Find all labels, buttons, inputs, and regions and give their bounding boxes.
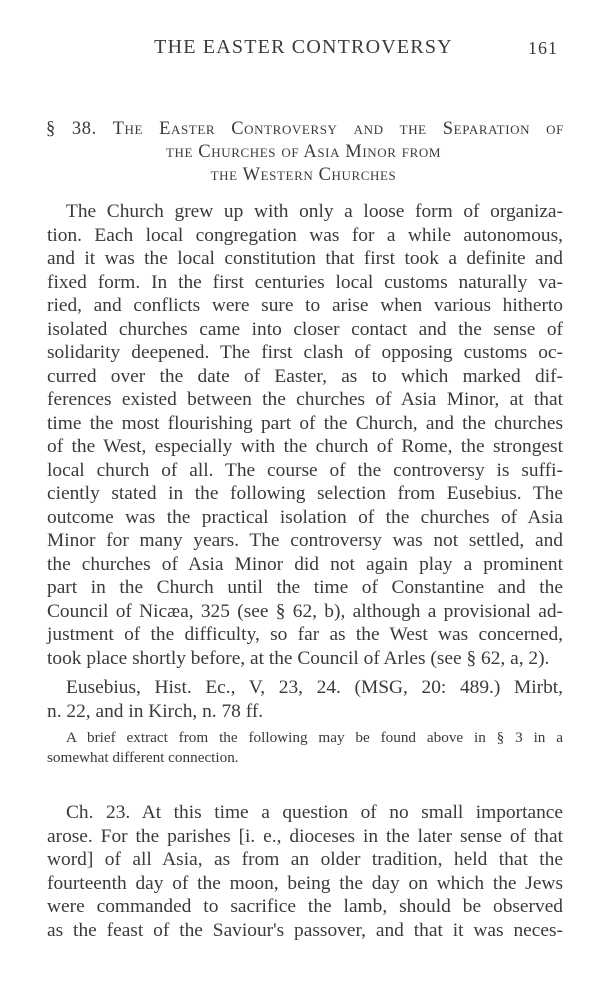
text-line: of the West, especially with the church of Rome, the strongest (47, 436, 563, 457)
text-line: Ch. 23. At this time a question of no small importance (66, 802, 563, 823)
section-heading-line-2: the Churches of Asia Minor from (166, 142, 441, 162)
text-line: word] of all Asia, as from an older tradition, held that the (47, 849, 563, 870)
text-line: tion. Each local congregation was for a while autonomous, (47, 224, 563, 246)
section-heading-line-1: § 38. The Easter Controversy and the Separation of (46, 119, 564, 139)
text-line: the churches of Asia Minor did not again play a prominent (47, 553, 563, 575)
text-line: fourteenth day of the moon, being the day on which the Jews (47, 872, 563, 894)
section-heading-line-3: the Western Churches (210, 165, 397, 185)
text-line: Eusebius, Hist. Ec., V, 23, 24. (MSG, 20: 489.) Mirbt, (66, 677, 563, 698)
text-line: part in the Church until the time of Constantine and the (47, 577, 563, 598)
text-line: The Church grew up with only a loose form of organiza- (66, 201, 563, 222)
text-line: outcome was the practical isolation of the churches of Asia (47, 506, 563, 528)
text-line: arose. For the parishes [i. e., dioceses in the later sense of that (47, 825, 563, 847)
source-citation (47, 676, 563, 723)
text-line: took place shortly before, at the Council of Arles (see § 62, a, 2). (47, 647, 550, 669)
text-line: justment of the difficulty, so far as the West was concerned, (47, 624, 563, 645)
text-line: solidarity deepened. The first clash of opposing customs oc- (47, 342, 563, 363)
chapter-23-paragraph (47, 801, 563, 942)
intro-paragraph (47, 200, 563, 670)
text-line: ciently stated in the following selection from Eusebius. The (47, 483, 563, 504)
text-line: local church of all. The course of the controversy is suffi- (47, 459, 563, 481)
editorial-note (47, 728, 563, 768)
text-line: and it was the local constitution that first took a definite and (47, 248, 563, 269)
page-number: 161 (528, 38, 558, 58)
text-line: were commanded to sacrifice the lamb, should be observed (47, 896, 563, 917)
text-line: Council of Nicæa, 325 (see § 62, b), although a provisional ad- (47, 600, 563, 622)
text-line: isolated churches came into closer contact and the sense of (47, 318, 563, 340)
text-line: ried, and conflicts were sure to arise when various hitherto (47, 295, 563, 316)
text-line: A brief extract from the following may be found above in § 3 in a (66, 729, 563, 746)
running-head: THE EASTER CONTROVERSY (154, 36, 453, 58)
text-line: time the most flourishing part of the Church, and the churches (47, 412, 563, 434)
text-line: as the feast of the Saviour's passover, and that it was neces- (47, 919, 563, 941)
text-line: Minor for many years. The controversy was not settled, and (47, 530, 563, 551)
text-line: curred over the date of Easter, as to which marked dif- (47, 365, 563, 387)
text-line: n. 22, and in Kirch, n. 78 ff. (47, 700, 264, 722)
text-line: ferences existed between the churches of Asia Minor, at that (47, 389, 563, 410)
text-line: fixed form. In the first centuries local customs naturally va- (47, 271, 563, 293)
text-line: somewhat different connection. (47, 749, 239, 766)
